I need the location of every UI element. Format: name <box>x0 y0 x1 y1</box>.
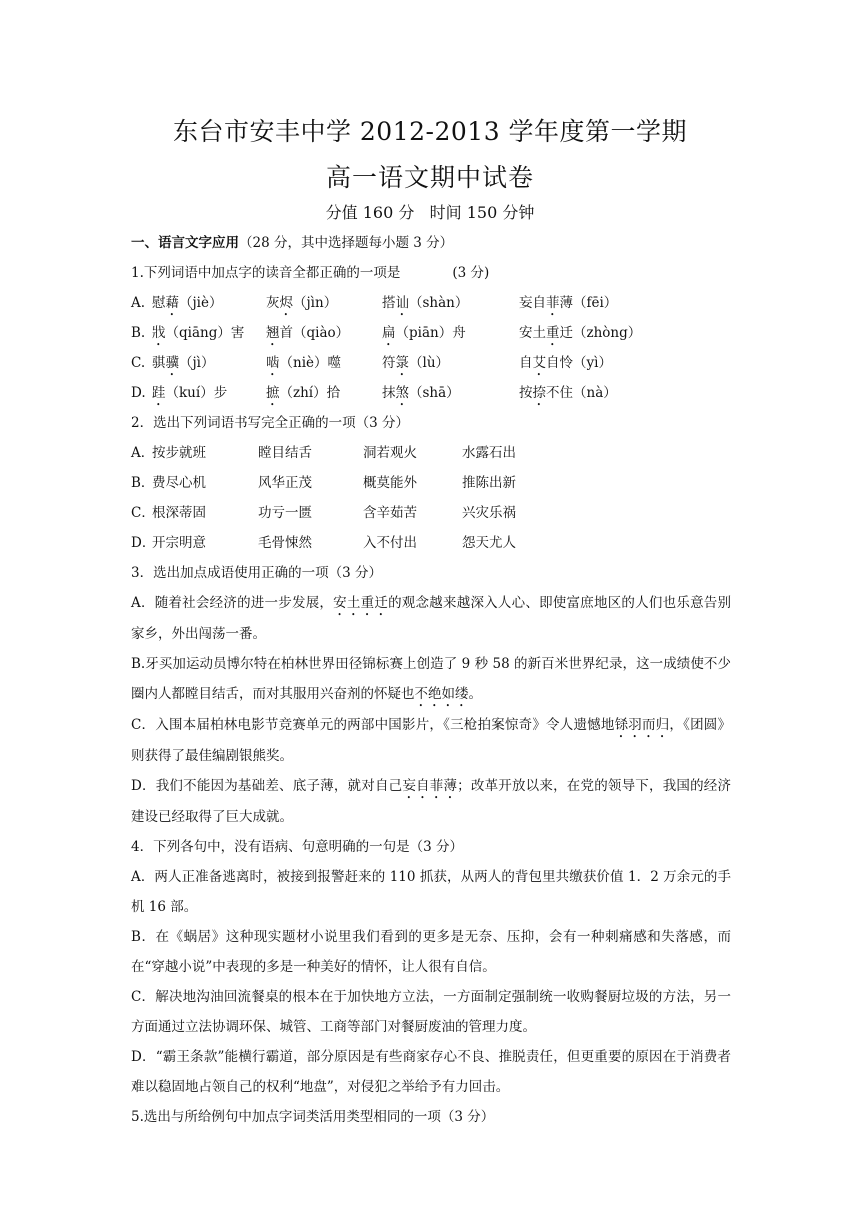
question-1-option <box>131 348 731 378</box>
question-1-option <box>131 378 731 408</box>
question-3-option-a: A．随着社会经济的进一步发展，安土重迁的观念越来越深入人心、即使富庶地区的人们也乐意告别家乡，外出闯荡一番。 <box>131 595 732 642</box>
option-label: B． <box>131 475 155 491</box>
word-item: 开宗明意 <box>152 535 206 551</box>
option-label: A． <box>131 445 155 461</box>
question-4-stem: 4．下列各句中，没有语病、句意明确的一句是（3 分） <box>131 839 463 855</box>
question-1-option <box>131 318 731 348</box>
question-2-stem: 2．选出下列词语书写完全正确的一项（3 分） <box>131 415 409 431</box>
reading-item: 戕（qiāng）害 <box>152 325 245 341</box>
section-note: （28 分，其中选择题每小题 3 分） <box>239 235 454 251</box>
option-label: B. <box>131 325 146 341</box>
reading-item: 扁（piān）舟 <box>382 325 466 341</box>
question-4-option-d: D．“霸王条款”能横行霸道，部分原因是有些商家存心不良、推脱责任，但更重要的原因在于消费者难以稳固地占领自己的权利“地盘”，对侵犯之举给予有力回击。 <box>131 1049 731 1095</box>
exam-score-time: 分值 160 分 时间 150 分钟 <box>325 203 535 222</box>
question-2-option <box>131 468 731 498</box>
exam-title: 东台市安丰中学 2012-2013 学年度第一学期 <box>172 117 688 146</box>
word-item: 含辛茹苦 <box>363 505 417 521</box>
reading-item: 妄自菲薄（fēi） <box>519 295 618 311</box>
option-label: D． <box>131 535 156 551</box>
question-2-option <box>131 438 731 468</box>
word-item: 根深蒂固 <box>152 505 206 521</box>
question-2-option <box>131 498 731 528</box>
question-2-options <box>131 438 731 558</box>
option-label: C. <box>131 355 146 371</box>
question-5-stem: 5.选出与所给例句中加点字词类活用类型相同的一项（3 分） <box>131 1109 495 1125</box>
word-item: 水露石出 <box>462 445 516 461</box>
word-item: 怨天尤人 <box>462 535 516 551</box>
question-1-option <box>131 288 731 318</box>
word-item: 费尽心机 <box>152 475 206 491</box>
reading-item: 骐骥（jì） <box>152 355 215 371</box>
reading-item: 慰藉（jiè） <box>152 295 223 311</box>
section-title: 一、语言文字应用 <box>131 235 239 251</box>
question-2-option <box>131 528 731 558</box>
question-3-option-d: D．我们不能因为基础差、底子薄，就对自己妄自菲薄；改革开放以来，在党的领导下，我国的经济建设已经取得了巨大成就。 <box>131 778 732 825</box>
question-4-option-a: A．两人正准备逃离时，被接到报警赶来的 110 抓获，从两人的背包里共缴获价值 1．2 万余元的手机 16 部。 <box>131 869 731 915</box>
reading-item: 符箓（lù） <box>382 355 450 371</box>
word-item: 按步就班 <box>152 445 206 461</box>
question-1-text: 1.下列词语中加点字的读音全都正确的一项是 <box>131 265 401 281</box>
question-4-option-c: C．解决地沟油回流餐桌的根本在于加快地方立法，一方面制定强制统一收购餐厨垃圾的方法，另一方面通过立法协调环保、城管、工商等部门对餐厨废油的管理力度。 <box>131 989 731 1035</box>
option-label: D. <box>131 385 146 401</box>
word-item: 概莫能外 <box>363 475 417 491</box>
reading-item: 安土重迁（zhòng） <box>519 325 642 341</box>
word-item: 洞若观火 <box>363 445 417 461</box>
word-item: 功亏一匮 <box>258 505 312 521</box>
option-label: A. <box>131 295 146 311</box>
reading-item: 翘首（qiào） <box>266 325 350 341</box>
reading-item: 自艾自怜（yì） <box>519 355 612 371</box>
question-1-stem <box>131 258 731 288</box>
option-label: C． <box>131 505 155 521</box>
question-3-stem: 3．选出加点成语使用正确的一项（3 分） <box>131 565 382 581</box>
reading-item: 抹煞（shā） <box>382 385 460 401</box>
word-item: 毛骨悚然 <box>258 535 312 551</box>
question-3-option-b: B.牙买加运动员博尔特在柏林世界田径锦标赛上创造了 9 秒 58 的新百米世界纪录，这一成绩使不少圈内人都瞠目结舌，而对其服用兴奋剂的怀疑也不绝如缕。 <box>131 656 731 702</box>
word-item: 瞠目结舌 <box>258 445 312 461</box>
section-heading <box>131 228 731 258</box>
word-item: 入不付出 <box>363 535 417 551</box>
question-1-score: (3 分) <box>452 265 490 281</box>
reading-item: 摭（zhí）拾 <box>266 385 341 401</box>
question-4-option-b: B．在《蜗居》这种现实题材小说里我们看到的更多是无奈、压抑，会有一种刺痛感和失落感，而在“穿越小说”中表现的多是一种美好的情怀，让人很有自信。 <box>131 929 731 975</box>
question-1-options <box>131 288 731 408</box>
exam-content <box>131 228 731 1132</box>
reading-item: 按捺不住（nà） <box>519 385 617 401</box>
word-item: 推陈出新 <box>462 475 516 491</box>
reading-item: 跬（kuí）步 <box>152 385 228 401</box>
word-item: 兴灾乐祸 <box>462 505 516 521</box>
reading-item: 啮（niè）噬 <box>266 355 342 371</box>
reading-item: 搭讪（shàn） <box>382 295 469 311</box>
reading-item: 灰烬（jìn） <box>266 295 338 311</box>
word-item: 风华正茂 <box>258 475 312 491</box>
exam-subtitle: 高一语文期中试卷 <box>325 163 534 192</box>
question-3-option-c: C．入围本届柏林电影节竞赛单元的两部中国影片，《三枪拍案惊奇》令人遗憾地铩羽而归，《团圆》则获得了最佳编剧银熊奖。 <box>131 717 732 764</box>
